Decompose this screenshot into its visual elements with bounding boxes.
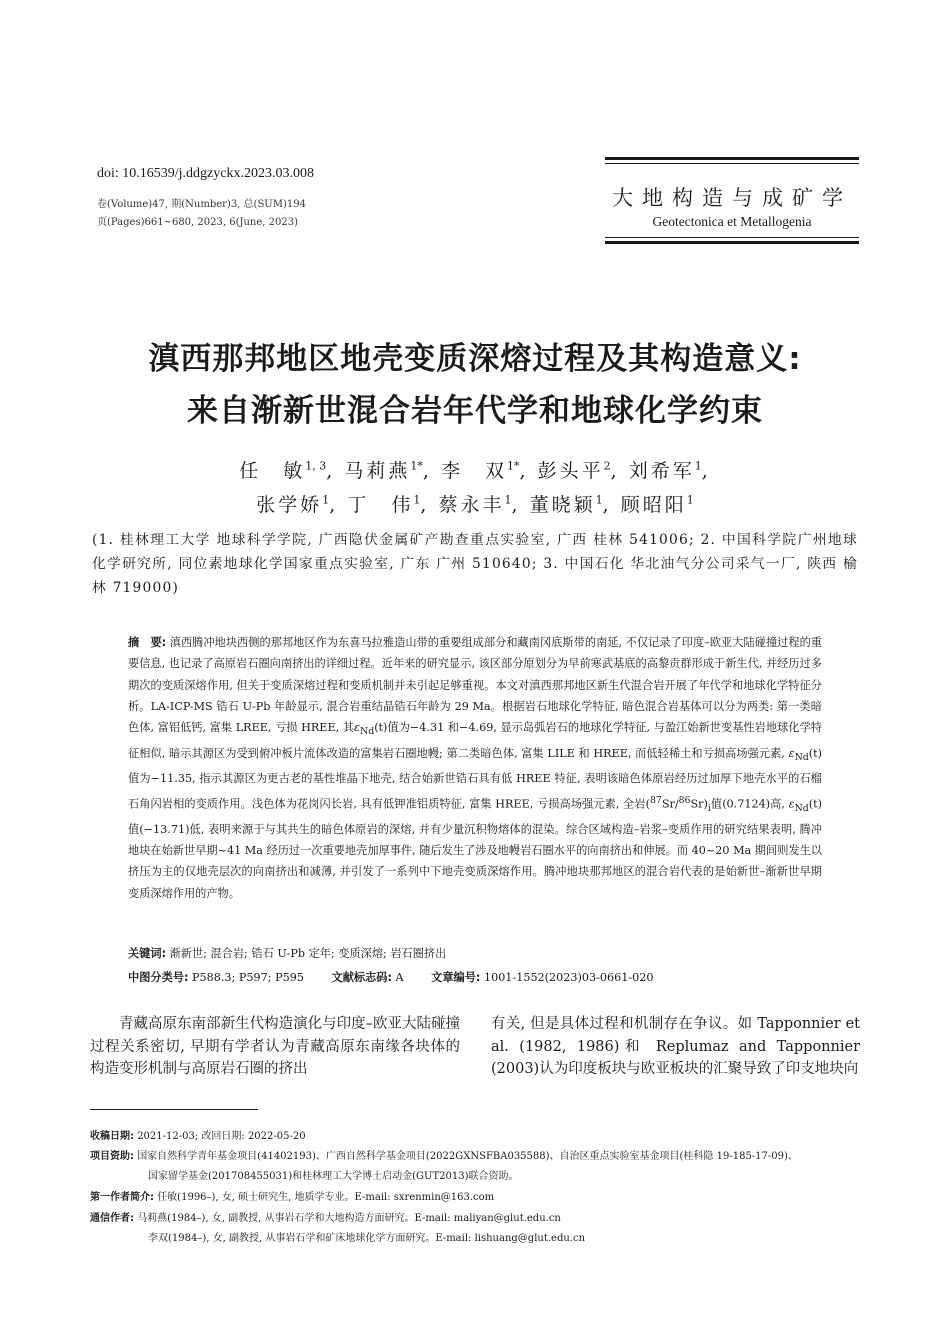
epsilon-symbol: ε bbox=[354, 721, 361, 735]
received-label: 收稿日期: bbox=[90, 1131, 134, 1142]
author: 董晓颖 bbox=[529, 494, 596, 516]
first-author-label: 第一作者简介: bbox=[90, 1192, 154, 1203]
body-column-right: 有关, 但是具体过程和机制存在争议。如 Tapponnier et al. (1982, 1986)和 Replumaz and Tapponnier (2003)认为印度板块与欧亚板块的汇聚导致了印支地块向 bbox=[491, 1016, 860, 1077]
keywords bbox=[128, 945, 822, 961]
body-column-left: 青藏高原东南部新生代构造演化与印度–欧亚大陆碰撞过程关系密切, 早期有学者认为青藏高原东南缘各块体的构造变形机制与高原岩石圈的挤出 bbox=[90, 1016, 460, 1077]
abstract-text-5: 值(−13.71)低, 表明来源于与其共生的暗色体原岩的深熔, 并有少量沉积物熔体的混染。综合区域构造–岩浆–变质作用的研究结果表明, 腾冲地块在始新世早期~41 Ma 经历过一次重要地壳加厚事件, 随后发生了涉及地幔岩石圈水平的向南挤出和伸展。而 40~20 Ma 期间则发生以挤压为主的仅地壳层次的向南挤出和减薄, 并引发了一系列中下地壳变质深熔作用。腾冲地块那邦地区的混合岩代表的是始新世–渐新世早期变质深熔作用的产物。 bbox=[128, 822, 822, 900]
classification bbox=[128, 969, 822, 985]
corresponding-author-1: 马莉燕(1984–), 女, 副教授, 从事岩石学和大地构造方面研究。E-mail: maliyan@glut.edu.cn bbox=[137, 1213, 561, 1224]
clc-label: 中图分类号: bbox=[128, 971, 189, 984]
author: 张学娇 bbox=[256, 494, 323, 516]
first-author-value: 任敏(1996–), 女, 硕士研究生, 地质学专业。E-mail: sxrenmin@163.com bbox=[157, 1192, 495, 1203]
author: 丁 伟 bbox=[347, 494, 414, 516]
keywords-text: 渐新世; 混合岩; 锆石 U-Pb 定年; 变质深熔; 岩石圈挤出 bbox=[169, 947, 447, 960]
abstract-label: 摘 要: bbox=[128, 636, 167, 649]
authors-line2 bbox=[60, 490, 890, 517]
t-symbol: (t) bbox=[808, 746, 822, 760]
received-value: 2021-12-03; 改回日期: 2022-05-20 bbox=[137, 1131, 306, 1142]
footnote-corresponding bbox=[90, 1209, 870, 1249]
abstract-text-3: 值为−11.35, 指示其源区为更古老的基性堆晶下地壳, 结合始新世锆石具有低 HREE 特征, 表明该暗色体原岩经历过加厚下地壳水平的石榴石角闪岩相的变质作用。浅色体为花岗闪长岩, 具有低钾准铝质特征, 富集 HREE, 亏损高场强元素, 全岩( bbox=[128, 772, 822, 811]
sr-initial-subscript: i bbox=[707, 802, 711, 814]
abstract-text-1: 滇西腾冲地块西侧的那邦地区作为东喜马拉雅造山带的重要组成部分和藏南冈底斯带的南延, 不仅记录了印度–欧亚大陆碰撞过程的重要信息, 也记录了高原岩石圈向南挤出的详细过程。近年来的研究显示, 该区部分原划分为早前寒武基底的高黎贡群形成于新生代, 并经历过多期次的变质深熔作用, 但关于变质深熔过程和变质机制并未引起足够重视。本文对滇西那邦地区新生代混合岩开展了年代学和地球化学特征分析。LA-ICP-MS 锆石 U-Pb 年龄显示, 混合岩重结晶锆石年龄为 29 Ma。根据岩石地球化学特征, 暗色混合岩基体可以分为两类: 第一类暗色体, 富铝低钙, 富集 LREE, 亏损 HREE, 其 bbox=[128, 636, 822, 735]
paper-title-line2: 来自渐新世混合岩年代学和地球化学约束 bbox=[187, 393, 763, 429]
journal-rule-top-thin bbox=[605, 163, 859, 164]
footnote-rule bbox=[90, 1109, 258, 1110]
pages-line: 页(Pages)661~680, 2023, 6(June, 2023) bbox=[97, 217, 298, 228]
author-affil-sup: 1 bbox=[413, 493, 421, 507]
author-sep: , bbox=[511, 494, 530, 516]
author-sep: , bbox=[329, 494, 348, 516]
funding-value: 国家自然科学青年基金项目(41402193)、广西自然科学基金项目(2022GXNSFBA035588)、自治区重点实验室基金项目(桂科隐 19-185-17-09)、 bbox=[137, 1151, 798, 1162]
author-affil-sup: 1* bbox=[410, 459, 423, 473]
nd-subscript: Nd bbox=[360, 726, 375, 738]
author-affil-sup: 1, 3 bbox=[305, 459, 327, 473]
epsilon-symbol: ε bbox=[788, 746, 795, 760]
author-sep: , bbox=[701, 460, 711, 482]
paper-title-line1: 滇西那邦地区地壳变质深熔过程及其构造意义: bbox=[148, 341, 802, 377]
footnote-first-author bbox=[90, 1188, 870, 1208]
t-symbol: (t) bbox=[374, 721, 388, 735]
author-sep: , bbox=[519, 460, 538, 482]
abstract-text-4: 值(0.7124)高, bbox=[710, 797, 789, 811]
author-affil-sup: 1 bbox=[322, 493, 330, 507]
keywords-label: 关键词: bbox=[128, 947, 167, 960]
sr-ratio-mid: Sr/ bbox=[661, 797, 679, 811]
author-sep: , bbox=[326, 460, 345, 482]
sr86-superscript: 86 bbox=[678, 794, 691, 806]
volume-line: 卷(Volume)47, 期(Number)3, 总(SUM)194 bbox=[97, 199, 306, 210]
funding-value-continued: 国家留学基金(201708455031)和桂林理工大学博士启动金(GUT2013)联合资助。 bbox=[148, 1171, 519, 1182]
journal-rule-bottom-thin bbox=[605, 237, 859, 238]
author: 顾昭阳 bbox=[620, 494, 687, 516]
author-affil-sup: 1 bbox=[694, 459, 702, 473]
authors-line1 bbox=[60, 456, 890, 483]
author: 彭头平 bbox=[537, 460, 604, 482]
author-sep: , bbox=[610, 460, 629, 482]
corresponding-author-2: 李双(1984–), 女, 副教授, 从事岩石学和矿床地球化学方面研究。E-mail: lishuang@glut.edu.cn bbox=[148, 1233, 586, 1244]
journal-title-cn: 大地构造与成矿学 bbox=[612, 186, 852, 210]
sr-ratio-end: Sr) bbox=[690, 797, 708, 811]
author: 李 双 bbox=[440, 460, 507, 482]
funding-label: 项目资助: bbox=[90, 1151, 134, 1162]
author-sep: , bbox=[420, 494, 439, 516]
corresponding-label: 通信作者: bbox=[90, 1213, 134, 1224]
abstract-text-2: 值为−4.31 和−4.69, 显示岛弧岩石的地球化学特征, 与盈江始新世变基性岩地球化学特征相似, 暗示其源区为受到俯冲板片流体改造的富集岩石圈地幔; 第二类暗色体, 富集 LILE 和 HREE, 而低轻稀土和亏损高场强元素, bbox=[128, 721, 822, 760]
issue-info bbox=[97, 196, 306, 232]
author-affil-sup: 1 bbox=[595, 493, 603, 507]
journal-rule-top-thick bbox=[605, 157, 859, 160]
affiliations: (1. 桂林理工大学 地球科学学院, 广西隐伏金属矿产勘查重点实验室, 广西 桂林 541006; 2. 中国科学院广州地球化学研究所, 同位素地球化学国家重点实验室, 广东 广州 510640; 3. 中国石化 华北油气分公司采气一厂, 陕西 榆林 719000) bbox=[92, 532, 858, 596]
abstract bbox=[128, 632, 822, 904]
journal-title-en: Geotectonica et Metallogenia bbox=[652, 214, 812, 229]
author: 任 敏 bbox=[239, 460, 306, 482]
author-affil-sup: 1* bbox=[506, 459, 520, 473]
author-sep: , bbox=[602, 494, 621, 516]
footnote-received bbox=[90, 1127, 870, 1147]
doi[interactable]: doi: 10.16539/j.ddgzyckx.2023.03.008 bbox=[97, 166, 314, 181]
t-symbol: (t) bbox=[808, 797, 822, 811]
nd-subscript: Nd bbox=[794, 751, 809, 763]
footnote-funding bbox=[90, 1147, 870, 1187]
author-sep: , bbox=[422, 460, 441, 482]
author: 刘希军 bbox=[628, 460, 695, 482]
epsilon-symbol: ε bbox=[788, 797, 795, 811]
sr87-superscript: 87 bbox=[649, 794, 662, 806]
article-number-label: 文章编号: bbox=[431, 971, 481, 984]
author: 蔡永丰 bbox=[438, 494, 505, 516]
article-number-value: 1001-1552(2023)03-0661-020 bbox=[483, 971, 654, 984]
doc-code-label: 文献标志码: bbox=[331, 971, 392, 984]
author-affil-sup: 1 bbox=[686, 493, 694, 507]
clc-value: P588.3; P597; P595 bbox=[191, 971, 304, 984]
author-affil-sup: 1 bbox=[504, 493, 512, 507]
author-affil-sup: 2 bbox=[603, 459, 611, 473]
nd-subscript: Nd bbox=[794, 802, 809, 814]
journal-rule-bottom-thick bbox=[605, 241, 859, 244]
doc-code-value: A bbox=[395, 971, 404, 984]
author: 马莉燕 bbox=[344, 460, 411, 482]
